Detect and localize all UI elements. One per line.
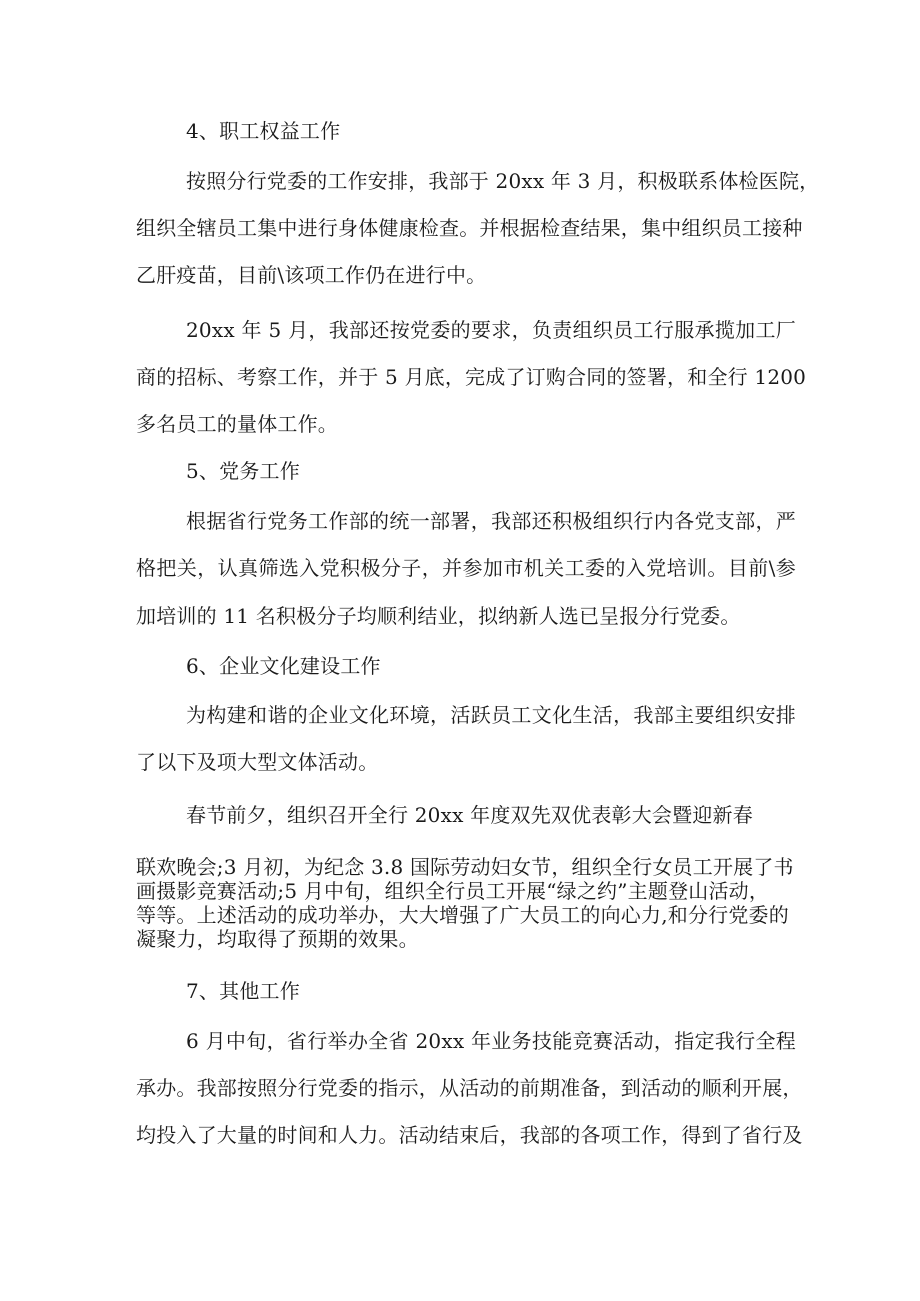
paragraph-line: 加培训的 11 名积极分子均顺利结业，拟纳新人选已呈报分行党委。 [136,604,741,628]
paragraph-line: 20xx 年 5 月，我部还按党委的要求，负责组织员工行服承揽加工厂 [186,318,796,342]
section-heading-7: 7、其他工作 [186,979,300,1003]
section-heading-4: 4、职工权益工作 [186,119,341,143]
section-heading-5: 5、党务工作 [186,459,300,483]
paragraph-line: 格把关，认真筛选入党积极分子，并参加市机关工委的入党培训。目前\参 [136,556,796,580]
paragraph-line: 了以下及项大型文体活动。 [136,750,379,774]
paragraph-line: 乙肝疫苗，目前\该项工作仍在进行中。 [136,263,487,287]
paragraph-line: 春节前夕，组织召开全行 20xx 年度双先双优表彰大会暨迎新春 [186,803,753,827]
paragraph-line: 按照分行党委的工作安排，我部于 20xx 年 3 月，积极联系体检医院， [186,169,820,193]
paragraph-line: 联欢晚会;3 月初，为纪念 3.8 国际劳动妇女节，组织全行女员工开展了书 [136,855,794,879]
section-heading-6: 6、企业文化建设工作 [186,654,381,678]
paragraph-line: 根据省行党务工作部的统一部署，我部还积极组织行内各党支部，严 [186,509,796,533]
paragraph-line: 商的招标、考察工作，并于 5 月底，完成了订购合同的签署，和全行 1200 [136,365,807,389]
paragraph-line: 承办。我部按照分行党委的指示，从活动的前期准备，到活动的顺利开展， [136,1076,803,1100]
paragraph-line: 等等。上述活动的成功举办，大大增强了广大员工的向心力,和分行党委的 [136,903,789,927]
paragraph-line: 为构建和谐的企业文化环境，活跃员工文化生活，我部主要组织安排 [186,703,796,727]
paragraph-line: 多名员工的量体工作。 [136,412,338,436]
paragraph-line: 组织全辖员工集中进行身体健康检查。并根据检查结果，集中组织员工接种 [136,216,803,240]
paragraph-line: 画摄影竞赛活动;5 月中旬，组织全行员工开展“绿之约”主题登山活动， [136,879,770,903]
paragraph-line: 6 月中旬，省行举办全省 20xx 年业务技能竞赛活动，指定我行全程 [186,1029,796,1053]
paragraph-line: 均投入了大量的时间和人力。活动结束后，我部的各项工作，得到了省行及 [136,1123,803,1147]
paragraph-line: 凝聚力，均取得了预期的效果。 [136,927,419,951]
